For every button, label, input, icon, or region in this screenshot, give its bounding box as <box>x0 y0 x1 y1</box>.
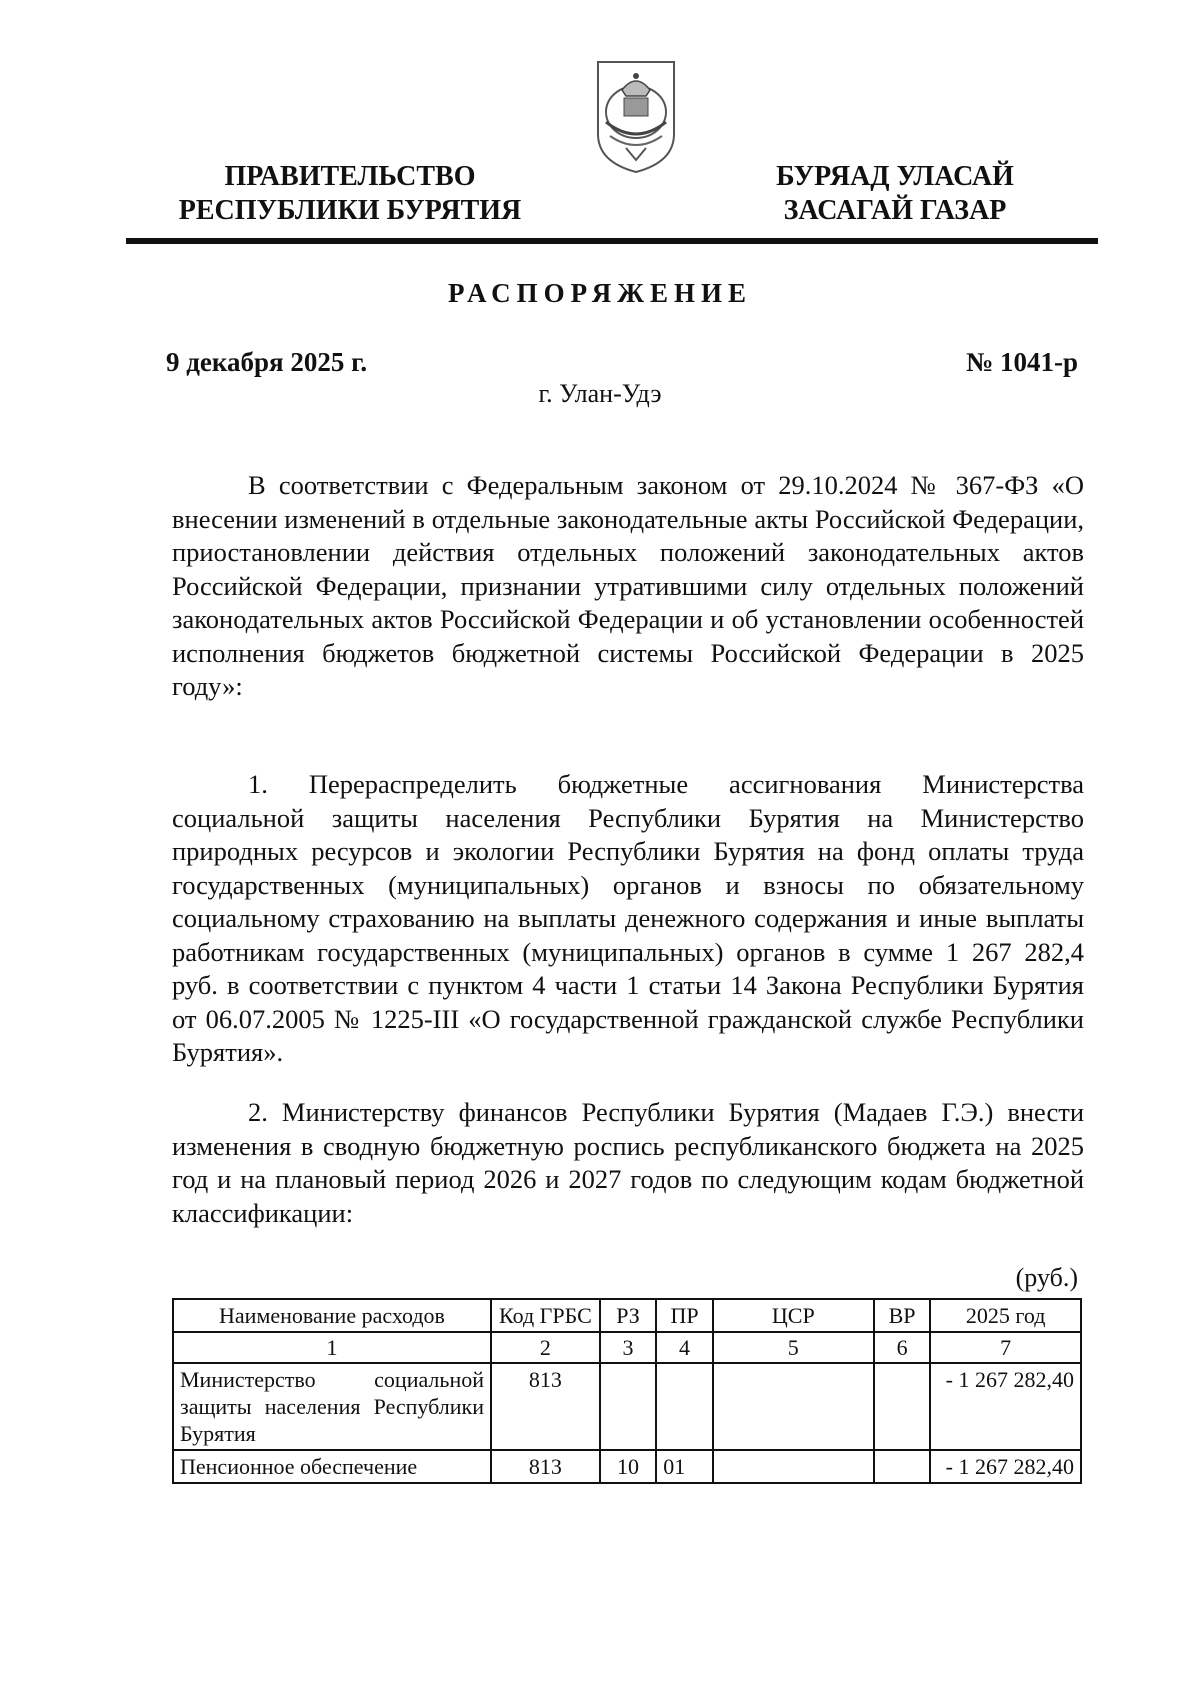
document-date: 9 декабря 2025 г. <box>166 347 368 377</box>
item-2-paragraph: 2. Министерству финансов Республики Бурятия (Мадаев Г.Э.) внести изменения в сводную бюджетную роспись республиканского бюджета на 2025 год и на плановый период 2026 и 2027 годов по следующим кодам бюджетной классификации: <box>172 1097 1084 1228</box>
column-number: 5 <box>713 1332 874 1363</box>
row-rz-cell: 10 <box>600 1450 656 1483</box>
table-header-row <box>173 1299 1081 1332</box>
preamble-paragraph: В соответствии с Федеральным законом от 29.10.2024 № 367-ФЗ «О внесении изменений в отдельные законодательные акты Российской Федерации, приостановлении действия отдельных положений законодательных актов Российской Федерации, признании утратившими силу отдельных положений законодательных актов Российской Федерации и об установлении особенностей исполнения бюджетов бюджетной системы Российской Федерации в 2025 году»: <box>172 470 1084 701</box>
government-name-buryat-line1: БУРЯАД УЛАСАЙ <box>776 161 1014 192</box>
table-unit-label: (руб.) <box>1015 1263 1078 1292</box>
row-pr-cell <box>656 1363 712 1450</box>
header-cell-year: 2025 год <box>930 1299 1081 1332</box>
budget-table <box>172 1298 1082 1484</box>
government-name-line2: РЕСПУБЛИКИ БУРЯТИЯ <box>178 195 522 226</box>
column-number: 1 <box>173 1332 491 1363</box>
column-number: 4 <box>656 1332 712 1363</box>
government-name-buryat-line2: ЗАСАГАЙ ГАЗАР <box>783 195 1007 226</box>
document-city: г. Улан-Удэ <box>538 379 662 408</box>
coat-of-arms-emblem <box>592 56 680 176</box>
column-number: 3 <box>600 1332 656 1363</box>
header-cell-csr: ЦСР <box>713 1299 874 1332</box>
table-row <box>173 1450 1081 1483</box>
column-number: 2 <box>491 1332 600 1363</box>
government-name-russian <box>160 160 540 228</box>
row-csr-cell <box>713 1363 874 1450</box>
government-name-buryat <box>740 160 1050 228</box>
header-cell-grbs: Код ГРБС <box>491 1299 600 1332</box>
row-vr-cell <box>874 1363 930 1450</box>
row-name-cell: Министерство социальной защиты населения Республики Бурятия <box>173 1363 491 1450</box>
table-column-numbers-row <box>173 1332 1081 1363</box>
row-sum-cell: - 1 267 282,40 <box>930 1450 1081 1483</box>
header-cell-pr: ПР <box>656 1299 712 1332</box>
row-vr-cell <box>874 1450 930 1483</box>
header-cell-rz: РЗ <box>600 1299 656 1332</box>
row-csr-cell <box>713 1450 874 1483</box>
table-row <box>173 1363 1081 1450</box>
document-number: № 1041-р <box>966 347 1078 377</box>
row-name-cell: Пенсионное обеспечение <box>173 1450 491 1483</box>
column-number: 6 <box>874 1332 930 1363</box>
item-1-paragraph: 1. Перераспределить бюджетные ассигнования Министерства социальной защиты населения Республики Бурятия на Министерство природных ресурсов и экологии Республики Бурятия на фонд оплаты труда государственных (муниципальных) органов и взносы по обязательному социальному страхованию на выплаты денежного содержания и иные выплаты работникам государственных (муниципальных) органов в сумме 1 267 282,4 руб. в соответствии с пунктом 4 части 1 статьи 14 Закона Республики Бурятия от 06.07.2005 № 1225-III «О государственной гражданской службе Республики Бурятия». <box>172 769 1084 1067</box>
government-name-line1: ПРАВИТЕЛЬСТВО <box>224 161 476 192</box>
row-sum-cell: - 1 267 282,40 <box>930 1363 1081 1450</box>
header-cell-name: Наименование расходов <box>173 1299 491 1332</box>
document-title: РАСПОРЯЖЕНИЕ <box>447 278 753 308</box>
header-divider <box>126 238 1098 244</box>
row-grbs-cell: 813 <box>491 1450 600 1483</box>
row-pr-cell: 01 <box>656 1450 712 1483</box>
row-rz-cell <box>600 1363 656 1450</box>
row-grbs-cell: 813 <box>491 1363 600 1450</box>
column-number: 7 <box>930 1332 1081 1363</box>
header-cell-vr: ВР <box>874 1299 930 1332</box>
